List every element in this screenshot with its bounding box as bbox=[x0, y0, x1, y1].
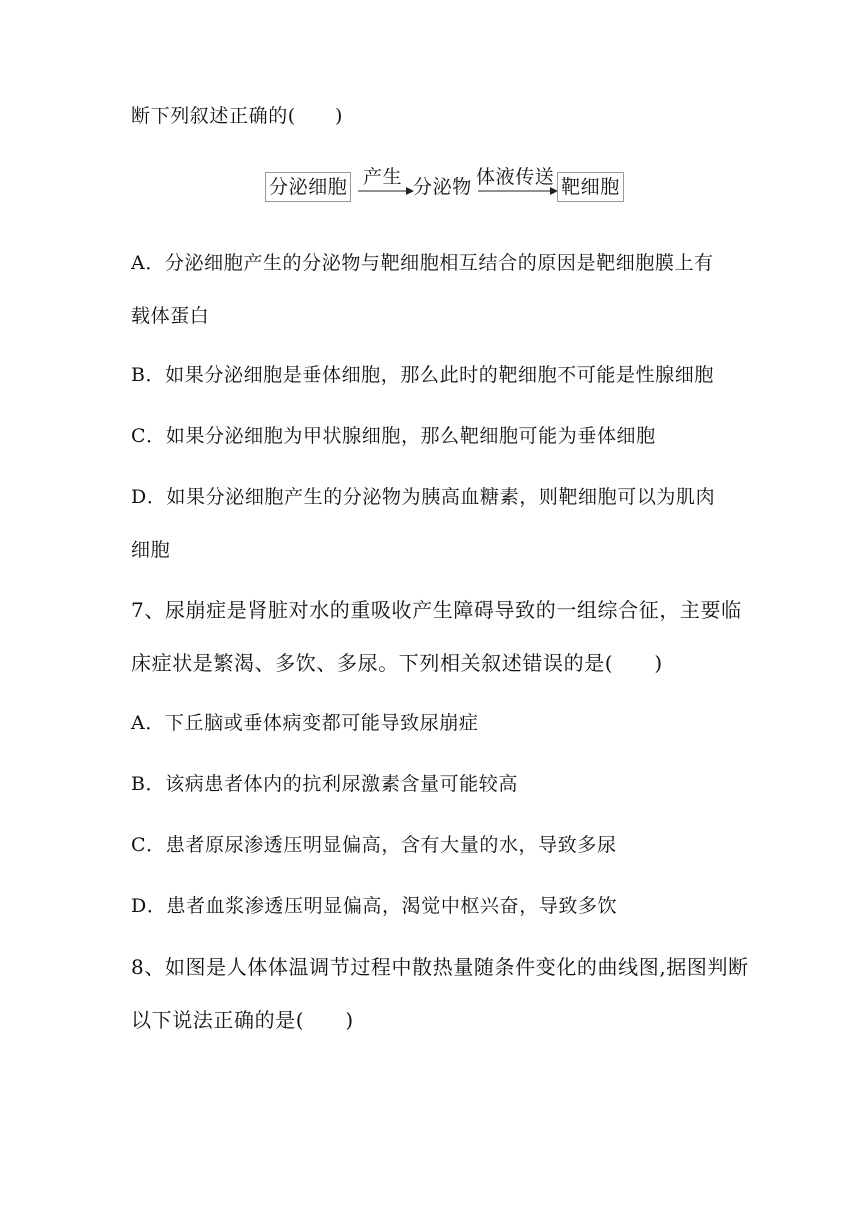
arrow1-icon bbox=[358, 186, 414, 196]
q7-option-d: D．患者血浆渗透压明显偏高，渴觉中枢兴奋，导致多饮 bbox=[131, 895, 618, 917]
q7-stem-line2: 床症状是繁渴、多饮、多尿。下列相关叙述错误的是( ) bbox=[131, 651, 663, 675]
arrow2-label: 体液传送 bbox=[476, 166, 555, 188]
q7-stem-line1: 7、尿崩症是肾脏对水的重吸收产生障碍导致的一组综合征，主要临 bbox=[131, 598, 742, 622]
q7-option-a: A．下丘脑或垂体病变都可能导致尿崩症 bbox=[131, 712, 479, 734]
q8-stem-line2: 以下说法正确的是( ) bbox=[131, 1008, 354, 1032]
q7-option-c: C．患者原尿渗透压明显偏高，含有大量的水，导致多尿 bbox=[131, 834, 617, 856]
q6-option-c: C．如果分泌细胞为甲状腺细胞，那么靶细胞可能为垂体细胞 bbox=[131, 425, 656, 447]
q6-option-a-line2: 载体蛋白 bbox=[131, 305, 210, 327]
arrow2-icon bbox=[478, 186, 558, 196]
q8-stem-line1: 8、如图是人体体温调节过程中散热量随条件变化的曲线图,据图判断 bbox=[131, 955, 749, 979]
q6-option-b: B．如果分泌细胞是垂体细胞，那么此时的靶细胞不可能是性腺细胞 bbox=[131, 364, 714, 386]
arrow1-label: 产生 bbox=[363, 166, 403, 188]
target-cell-box: 靶细胞 bbox=[557, 172, 624, 202]
secretion-diagram bbox=[265, 166, 645, 204]
intro-text: 断下列叙述正确的( ) bbox=[131, 105, 344, 127]
secretory-cell-box: 分泌细胞 bbox=[265, 172, 351, 202]
q6-option-d-line2: 细胞 bbox=[131, 539, 171, 561]
q7-option-b: B．该病患者体内的抗利尿激素含量可能较高 bbox=[131, 773, 518, 795]
q6-option-a-line1: A．分泌细胞产生的分泌物与靶细胞相互结合的原因是靶细胞膜上有 bbox=[131, 252, 714, 274]
secretion-text: 分泌物 bbox=[413, 176, 472, 198]
q6-option-d-line1: D．如果分泌细胞产生的分泌物为胰高血糖素，则靶细胞可以为肌肉 bbox=[131, 486, 716, 508]
